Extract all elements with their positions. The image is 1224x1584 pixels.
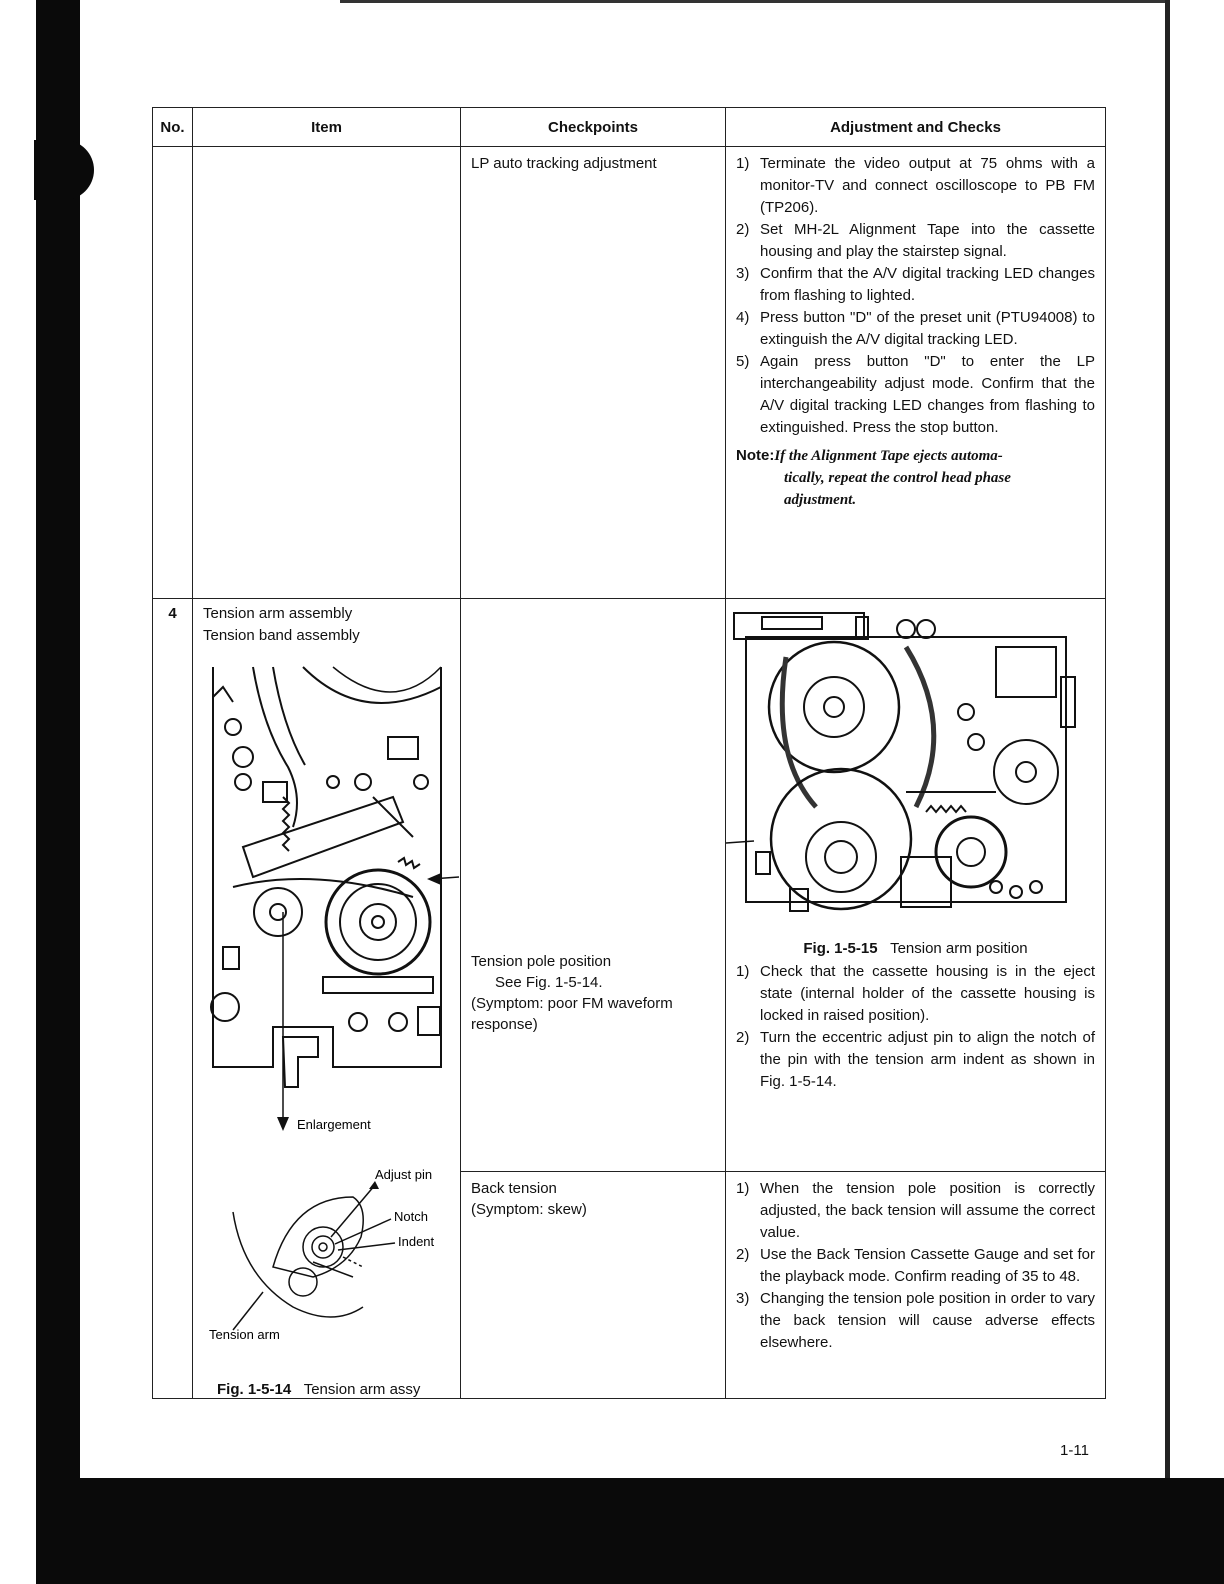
- fig-14-number: Fig. 1-5-14: [217, 1381, 292, 1398]
- header-item: Item: [193, 108, 461, 147]
- scan-edge-left: [36, 0, 80, 1480]
- cp-line-4: response): [471, 1016, 538, 1033]
- step-text: When the tension pole position is correctly adjusted, the back tension will assume the correct value.: [760, 1180, 1095, 1242]
- note-line-2: tically, repeat the control head phase: [784, 470, 1011, 486]
- lp-checkpoint-cell: [461, 147, 726, 599]
- step-text: Again press button "D" to enter the LP interchangeability adjust mode. Confirm that the A/V digital tracking LED changes from flashing to extinguished. Press the stop button.: [760, 353, 1095, 436]
- step-text: Changing the tension pole position in order to vary the back tension will cause adverse effects elsewhere.: [760, 1290, 1095, 1352]
- note-line-3: adjustment.: [784, 492, 857, 508]
- lp-steps-list: [726, 147, 1105, 439]
- list-item: [736, 1288, 1095, 1354]
- step-number: 2): [736, 221, 750, 238]
- lp-no-cell: [153, 147, 193, 599]
- table-row-4-tension-pole: [153, 599, 1106, 1172]
- step-number: 5): [736, 353, 750, 370]
- label-notch: Notch: [394, 1209, 428, 1224]
- table-row-lp-tracking: [153, 147, 1106, 599]
- list-item: [736, 1027, 1095, 1093]
- back-tension-checkpoint: [461, 1172, 725, 1220]
- step-text: Terminate the video output at 75 ohms with a monitor-TV and connect oscilloscope to PB FM (TP206).: [760, 155, 1095, 216]
- step-number: 2): [736, 1029, 750, 1046]
- fig-1-5-15-caption: [726, 940, 1105, 957]
- back-tension-steps-list: [726, 1172, 1105, 1354]
- tension-pole-adjustment-cell: [726, 599, 1106, 1172]
- fig-15-number: Fig. 1-5-15: [803, 940, 878, 957]
- scan-edge-top: [340, 0, 1170, 3]
- header-checkpoints: Checkpoints: [461, 108, 726, 147]
- row4-item-cell: [193, 599, 461, 1399]
- lp-checkpoint-text: LP auto tracking adjustment: [471, 155, 657, 172]
- cp-line-3: (Symptom: poor FM waveform: [471, 995, 673, 1012]
- list-item: [736, 1244, 1095, 1288]
- list-item: [736, 961, 1095, 1027]
- step-text: Use the Back Tension Cassette Gauge and set for the playback mode. Confirm reading of 35 to 48.: [760, 1246, 1095, 1286]
- adjustment-table: [152, 107, 1106, 1399]
- label-indent: Indent: [398, 1234, 435, 1249]
- fig-14-text: Tension arm assy: [303, 1381, 421, 1398]
- step-text: Press button "D" of the preset unit (PTU94008) to extinguish the A/V digital tracking LED.: [760, 309, 1095, 348]
- list-item: [736, 307, 1095, 351]
- item-line-1: Tension arm assembly: [203, 605, 353, 622]
- cp-line-1: Tension pole position: [471, 953, 612, 970]
- item-line-2: Tension band assembly: [203, 627, 360, 644]
- list-item: [736, 263, 1095, 307]
- tension-arm-position-figure: [726, 607, 1104, 932]
- scan-edge-left-tab: [34, 140, 94, 200]
- list-item: [736, 1178, 1095, 1244]
- label-tension-arm: Tension arm: [209, 1327, 280, 1342]
- header-no: No.: [153, 108, 193, 147]
- note-label: Note:: [736, 447, 775, 464]
- step-text: Set MH-2L Alignment Tape into the cassette housing and play the stairstep signal.: [760, 221, 1095, 260]
- cp-line-2: (Symptom: skew): [471, 1201, 587, 1219]
- note-line-1: If the Alignment Tape ejects automa-: [774, 448, 1003, 464]
- step-number: 3): [736, 1290, 750, 1308]
- step-number: 1): [736, 963, 750, 980]
- enlargement-detail-figure: [193, 1167, 459, 1367]
- tension-pole-checkpoint-cell: [461, 599, 726, 1172]
- list-item: [736, 219, 1095, 263]
- list-item: [736, 351, 1095, 439]
- tension-pole-steps-list: [726, 959, 1105, 1093]
- header-adjustment: Adjustment and Checks: [726, 108, 1106, 147]
- table-header-row: [153, 108, 1106, 147]
- checkpoint-spacer: [461, 599, 725, 945]
- tension-arm-assy-figure: [193, 647, 459, 1167]
- fig-1-5-14-caption: [193, 1381, 460, 1398]
- cp-line-1: Back tension: [471, 1180, 557, 1198]
- list-item: [736, 153, 1095, 219]
- row4-item-title: [193, 599, 460, 647]
- step-number: 1): [736, 155, 750, 172]
- step-number: 4): [736, 309, 750, 326]
- step-text: Check that the cassette housing is in the eject state (internal holder of the cassette housing is locked in raised position).: [760, 963, 1095, 1024]
- tension-pole-checkpoint: [461, 945, 725, 1035]
- fig-15-text: Tension arm position: [890, 940, 1028, 957]
- row4-no-cell: 4: [153, 599, 193, 1399]
- step-text: Turn the eccentric adjust pin to align the notch of the pin with the tension arm indent as shown in Fig. 1-5-14.: [760, 1029, 1095, 1090]
- cp-line-2: See Fig. 1-5-14.: [495, 974, 603, 991]
- lp-item-cell: [193, 147, 461, 599]
- back-tension-checkpoint-cell: [461, 1172, 726, 1399]
- step-number: 3): [736, 265, 750, 282]
- label-adjust-pin: Adjust pin: [375, 1167, 433, 1182]
- lp-adjustment-cell: [726, 147, 1106, 599]
- back-tension-adjustment-cell: [726, 1172, 1106, 1399]
- scan-edge-right: [1165, 0, 1170, 1480]
- step-number: 1): [736, 1180, 750, 1198]
- step-text: Confirm that the A/V digital tracking LED changes from flashing to lighted.: [760, 265, 1095, 304]
- page-number: 1-11: [1060, 1442, 1089, 1459]
- label-enlargement: Enlargement: [297, 1117, 371, 1132]
- lp-note: [726, 439, 1105, 467]
- step-number: 2): [736, 1246, 750, 1264]
- scan-edge-bottom: [36, 1478, 1224, 1584]
